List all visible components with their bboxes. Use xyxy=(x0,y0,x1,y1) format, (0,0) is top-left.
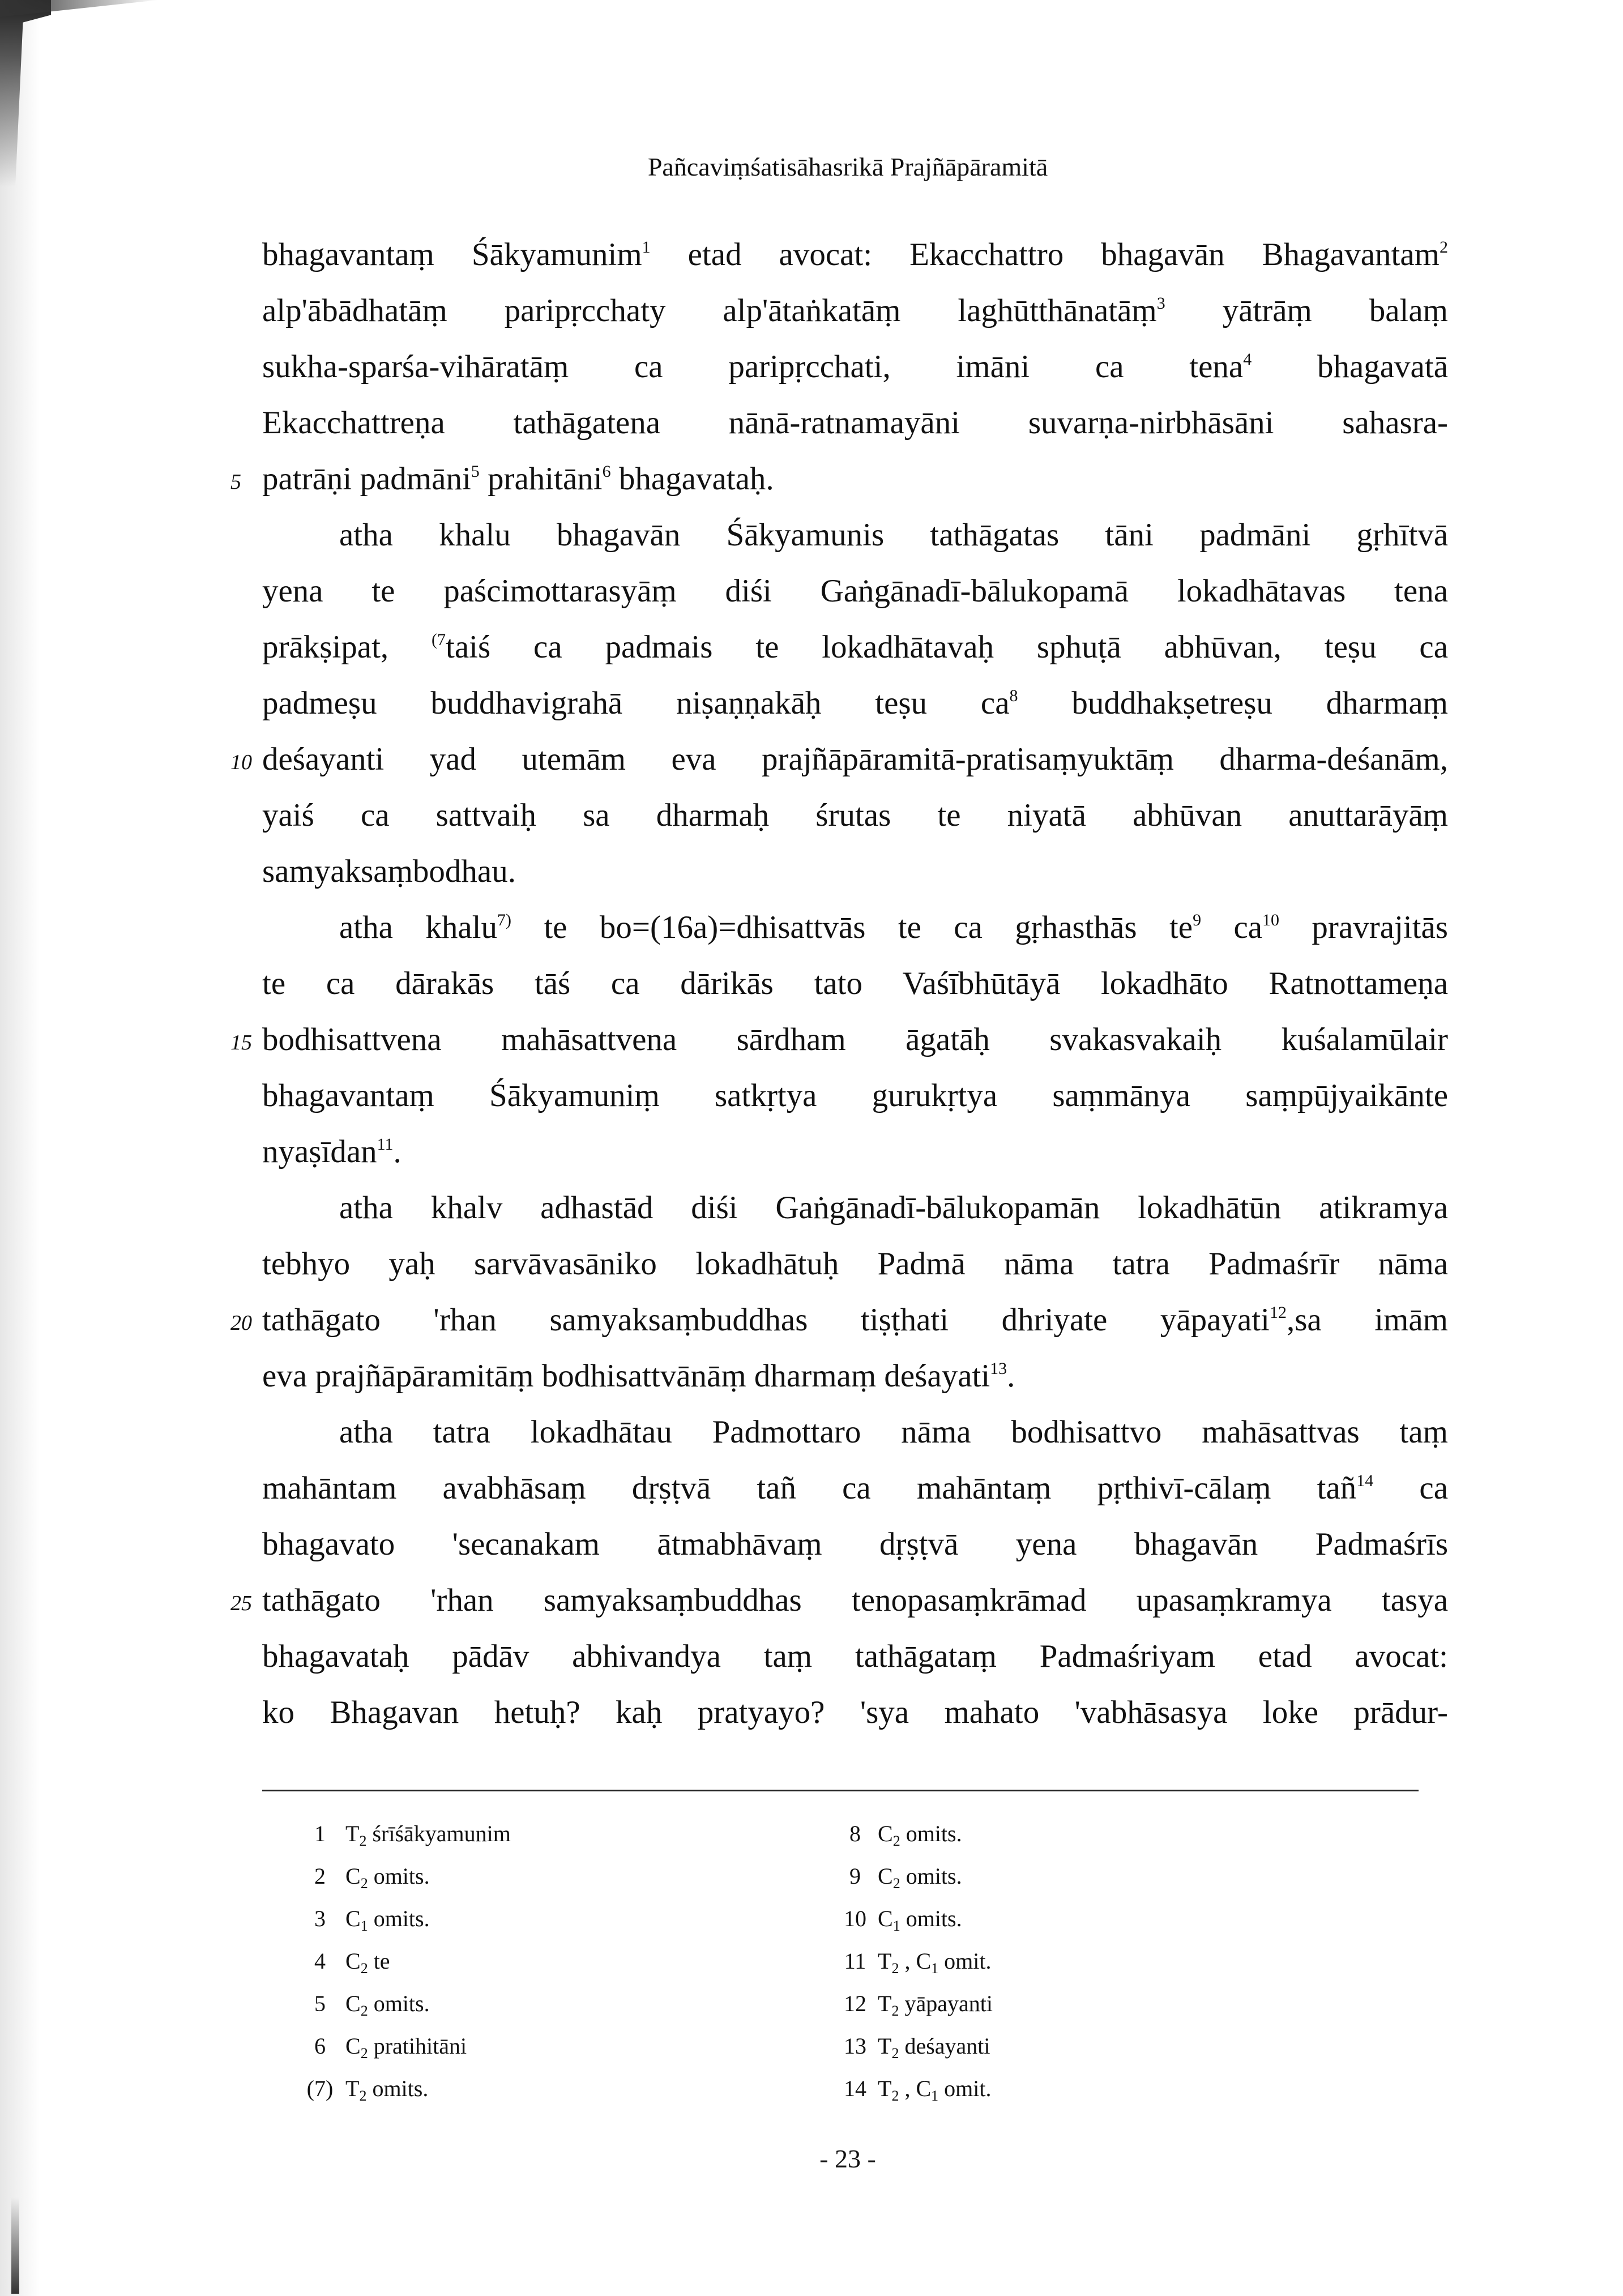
line-text xyxy=(262,1695,1448,1730)
manuscript-siglum: T xyxy=(345,1821,360,1846)
text-segment: Ekacchattreṇa tathāgatena nānā-ratnamayāni suvarṇa-nirbhāsāni sahasra- xyxy=(262,405,1448,441)
footnote-reading: omits. xyxy=(900,1863,962,1889)
text-segment: prahitāni xyxy=(479,461,603,497)
line-text xyxy=(339,910,1448,945)
text-segment: ca xyxy=(1201,910,1263,945)
manuscript-siglum: C xyxy=(878,1821,893,1846)
footnote-text xyxy=(878,1855,962,1897)
manuscript-subscript: 2 xyxy=(891,1960,899,1977)
line-text xyxy=(262,349,1448,385)
manuscript-subscript: 2 xyxy=(360,1960,368,1977)
footnote-ref: 4 xyxy=(1243,350,1252,369)
manuscript-siglum: C xyxy=(345,1991,361,2016)
manuscript-subscript: 2 xyxy=(892,1833,900,1849)
text-segment: alp'ābādhatāṃ paripṛcchaty alp'ātaṅkatāṃ laghūtthānatāṃ xyxy=(262,293,1157,328)
footnote-reading: deśayanti xyxy=(899,2033,990,2059)
footnotes-right-column xyxy=(832,1812,993,2110)
text-segment: bhagavato 'secanakam ātmabhāvaṃ dṛṣṭvā yena bhagavān Padmaśrīs xyxy=(262,1526,1448,1562)
text-segment: atha khalv adhastād diśi Gaṅgānadī-bālukopamān lokadhātūn atikramya xyxy=(339,1190,1448,1226)
text-segment: . xyxy=(1007,1358,1015,1394)
footnote-reading: omits. xyxy=(368,1906,430,1931)
footnote-number: 4 xyxy=(314,1948,326,1974)
line-text xyxy=(262,741,1448,777)
line-number: 20 xyxy=(230,1311,252,1335)
manuscript-siglum: T xyxy=(878,1991,892,2016)
footnote-ref: 3 xyxy=(1156,294,1165,313)
text-line xyxy=(262,1628,1448,1684)
manuscript-subscript: 1 xyxy=(892,1918,900,1934)
footnote-ref: 13 xyxy=(990,1359,1007,1378)
footnote-number: 9 xyxy=(849,1863,861,1889)
footnote-number: 3 xyxy=(314,1906,326,1931)
footnote-reading: te xyxy=(368,1948,390,1974)
footnote-ref: (7 xyxy=(432,630,446,649)
footnotes-left-column xyxy=(294,1812,511,2110)
manuscript-subscript: 1 xyxy=(360,1918,368,1934)
footnote-number: 8 xyxy=(849,1821,861,1846)
footnote-ref: 6 xyxy=(602,462,611,481)
text-line xyxy=(262,787,1448,843)
line-number: 5 xyxy=(230,470,241,494)
manuscript-siglum: C xyxy=(345,1863,361,1889)
text-line xyxy=(230,451,1448,507)
running-head: Pañcaviṃśatisāhasrikā Prajñāpāramitā xyxy=(647,152,1048,181)
line-text xyxy=(262,237,1448,272)
line-text xyxy=(262,797,1448,833)
footnote-ref: 9 xyxy=(1193,911,1202,929)
text-segment: atha khalu bhagavān Śākyamunis tathāgatas tāni padmāni gṛhītvā xyxy=(339,517,1448,553)
text-line xyxy=(262,395,1448,451)
line-text xyxy=(339,1190,1448,1226)
text-segment: samyaksaṃbodhau. xyxy=(262,853,516,889)
footnote-number: (7) xyxy=(306,2076,334,2101)
text-line xyxy=(262,1460,1448,1516)
text-segment: deśayanti yad utemām eva prajñāpāramitā-pratisaṃyuktāṃ dharma-deśanām, xyxy=(262,741,1448,777)
text-segment: mahāntam avabhāsaṃ dṛṣṭvā tañ ca mahāntaṃ pṛthivī-cālaṃ tañ xyxy=(262,1470,1357,1506)
manuscript-siglum: C xyxy=(878,1863,893,1889)
manuscript-subscript: 2 xyxy=(359,2088,367,2104)
footnote xyxy=(294,1855,511,1897)
line-number: 15 xyxy=(230,1031,252,1055)
footnote-ref: 14 xyxy=(1356,1471,1374,1490)
text-line xyxy=(262,1124,1448,1180)
line-text xyxy=(262,573,1448,609)
footnote-text xyxy=(345,1855,430,1897)
text-line xyxy=(262,1068,1448,1124)
footnote xyxy=(294,1982,511,2025)
text-segment: tebhyo yaḥ sarvāvasāniko lokadhātuḥ Padmā nāma tatra Padmaśrīr nāma xyxy=(262,1246,1448,1282)
footnote-text xyxy=(345,1982,430,2025)
footnote xyxy=(294,1812,511,1855)
main-text xyxy=(230,227,1449,1740)
text-line xyxy=(262,619,1448,675)
page-number: - 23 - xyxy=(819,2144,876,2173)
manuscript-siglum: T xyxy=(878,1948,892,1974)
footnote-number: 6 xyxy=(314,2033,326,2059)
line-text xyxy=(262,1358,1015,1394)
text-line xyxy=(262,899,1448,955)
footnote-ref: 7) xyxy=(497,911,511,929)
text-line xyxy=(262,843,1448,899)
line-text xyxy=(262,853,516,889)
footnote-reading: omits. xyxy=(368,1863,430,1889)
footnote-reading: pratihitāni xyxy=(368,2033,467,2059)
text-segment: yena te paścimottarasyāṃ diśi Gaṅgānadī-bālukopamā lokadhātavas tena xyxy=(262,573,1448,609)
text-line xyxy=(262,227,1448,283)
manuscript-siglum: C xyxy=(345,1906,361,1931)
line-text xyxy=(262,461,774,497)
manuscript-subscript: 2 xyxy=(360,1875,368,1892)
scan-bottom-mark xyxy=(11,2197,19,2294)
text-segment: ,sa imām xyxy=(1286,1302,1448,1338)
footnote xyxy=(832,1812,993,1855)
line-text xyxy=(339,517,1448,553)
text-segment: buddhakṣetreṣu dharmaṃ xyxy=(1018,685,1448,721)
footnote-text xyxy=(878,1982,993,2025)
footnote-reading: omits. xyxy=(366,2076,429,2101)
line-text xyxy=(262,1302,1448,1338)
footnote xyxy=(832,1982,993,2025)
footnote-ref: 10 xyxy=(1262,911,1280,929)
footnote-number: 5 xyxy=(314,1991,326,2016)
footnote-ref: 8 xyxy=(1009,686,1018,705)
line-text xyxy=(262,1246,1448,1282)
text-segment: taiś ca padmais te lokadhātavaḥ sphuṭā abhūvan, teṣu ca xyxy=(446,629,1449,665)
text-segment: atha khalu xyxy=(339,910,497,945)
line-text xyxy=(262,405,1448,441)
footnote-reading: omits. xyxy=(900,1906,962,1931)
footnote-text xyxy=(345,1897,430,1940)
text-line xyxy=(230,731,1448,787)
line-text xyxy=(262,629,1448,665)
footnote-text xyxy=(878,1812,962,1855)
footnote-rule xyxy=(262,1790,1419,1791)
text-segment: ca xyxy=(1373,1470,1448,1506)
footnote-number: 12 xyxy=(844,1991,866,2016)
text-segment: bhagavantaṃ Śākyamunim xyxy=(262,237,642,272)
text-line xyxy=(262,1684,1448,1740)
footnote-ref: 5 xyxy=(471,462,480,481)
text-segment: etad avocat: Ekacchattro bhagavān Bhagavantam xyxy=(650,237,1440,272)
text-line xyxy=(262,675,1448,731)
line-text xyxy=(262,1078,1448,1113)
line-text xyxy=(262,685,1448,721)
footnote-number: 1 xyxy=(314,1821,326,1846)
footnote xyxy=(294,1940,511,1982)
text-line xyxy=(262,1180,1448,1236)
line-text xyxy=(262,1526,1448,1562)
footnote xyxy=(832,1940,993,1982)
scan-edge-shadow xyxy=(0,0,40,2296)
text-segment: eva prajñāpāramitāṃ bodhisattvānāṃ dharmaṃ deśayati xyxy=(262,1358,990,1394)
footnote xyxy=(294,1897,511,1940)
text-segment: nyaṣīdan xyxy=(262,1134,377,1170)
line-text xyxy=(262,1582,1448,1618)
footnote-number: 2 xyxy=(314,1863,326,1889)
manuscript-siglum: C xyxy=(345,1948,361,1974)
footnote-text xyxy=(878,1897,962,1940)
text-segment: bhagavataḥ. xyxy=(610,461,774,497)
manuscript-siglum: T xyxy=(878,2076,892,2101)
text-segment: pravrajitās xyxy=(1279,910,1448,945)
footnote-text xyxy=(878,1940,991,1982)
footnote-text xyxy=(345,1812,511,1855)
text-segment: te ca dārakās tāś ca dārikās tato Vaśībhūtāyā lokadhāto Ratnottameṇa xyxy=(262,966,1448,1001)
text-segment: yaiś ca sattvaiḥ sa dharmaḥ śrutas te niyatā abhūvan anuttarāyāṃ xyxy=(262,797,1448,833)
text-line xyxy=(262,1236,1448,1292)
text-segment: prākṣipat, xyxy=(262,629,432,665)
text-line xyxy=(262,507,1448,563)
line-text xyxy=(262,1470,1448,1506)
footnote-ref: 12 xyxy=(1269,1303,1287,1322)
text-line xyxy=(262,1348,1448,1404)
text-segment: patrāṇi padmāni xyxy=(262,461,471,497)
footnote-reading: śrīśākyamunim xyxy=(366,1821,511,1846)
text-line xyxy=(230,1572,1448,1628)
footnote xyxy=(832,2067,993,2110)
text-segment: bhagavataḥ pādāv abhivandya taṃ tathāgataṃ Padmaśriyam etad avocat: xyxy=(262,1638,1448,1674)
text-segment: . xyxy=(393,1134,402,1170)
text-segment: te bo=(16a)=dhisattvās te ca gṛhasthās te xyxy=(511,910,1193,945)
text-line xyxy=(262,955,1448,1012)
text-segment: bhagavatā xyxy=(1252,349,1448,385)
footnote-text xyxy=(878,2025,990,2067)
line-text xyxy=(262,966,1448,1001)
manuscript-subscript: 2 xyxy=(891,2003,899,2019)
footnote xyxy=(294,2067,511,2110)
footnote-ref: 11 xyxy=(377,1135,394,1154)
manuscript-subscript: 2 xyxy=(891,2045,899,2062)
text-line xyxy=(262,339,1448,395)
manuscript-subscript: 2 xyxy=(360,2045,368,2062)
text-line xyxy=(230,1012,1448,1068)
footnote-text xyxy=(878,2067,991,2110)
footnote-ref: 2 xyxy=(1440,238,1448,257)
manuscript-subscript: 2 xyxy=(892,1875,900,1892)
text-segment: sukha-sparśa-vihāratāṃ ca paripṛcchati, imāni ca tena xyxy=(262,349,1244,385)
text-segment: ko Bhagavan hetuḥ? kaḥ pratyayo? 'sya mahato 'vabhāsasya loke prādur- xyxy=(262,1695,1448,1730)
text-segment: padmeṣu buddhavigrahā niṣaṇṇakāḥ teṣu ca xyxy=(262,685,1010,721)
text-segment: bodhisattvena mahāsattvena sārdham āgatāḥ svakasvakaiḥ kuśalamūlair xyxy=(262,1022,1448,1057)
line-text xyxy=(262,1022,1448,1057)
footnote-reading: , C xyxy=(899,1948,932,1974)
manuscript-siglum: C xyxy=(345,2033,361,2059)
line-text xyxy=(339,1414,1448,1450)
footnote xyxy=(832,1897,993,1940)
manuscript-subscript: 2 xyxy=(891,2088,899,2104)
text-line xyxy=(262,283,1448,339)
manuscript-subscript: 2 xyxy=(359,1833,367,1849)
line-number: 25 xyxy=(230,1591,252,1615)
footnote xyxy=(294,2025,511,2067)
text-line xyxy=(230,1292,1448,1348)
footnote-reading: omit. xyxy=(938,2076,992,2101)
text-segment: tathāgato 'rhan samyaksaṃbuddhas tenopasaṃkrāmad upasaṃkramya tasya xyxy=(262,1582,1448,1618)
text-segment: yātrāṃ balaṃ xyxy=(1165,293,1448,328)
footnote-number: 13 xyxy=(844,2033,866,2059)
footnote-ref: 1 xyxy=(642,238,651,257)
manuscript-siglum: T xyxy=(345,2076,360,2101)
line-number: 10 xyxy=(230,750,252,774)
footnote-reading: omit. xyxy=(938,1948,992,1974)
text-line xyxy=(262,1404,1448,1460)
manuscript-subscript: 2 xyxy=(360,2003,368,2019)
manuscript-subscript: 1 xyxy=(931,1960,939,1977)
footnote-number: 11 xyxy=(844,1948,866,1974)
text-line xyxy=(262,1516,1448,1572)
line-text xyxy=(262,1638,1448,1674)
footnote-text xyxy=(345,2025,467,2067)
text-line xyxy=(262,563,1448,619)
manuscript-siglum: T xyxy=(878,2033,892,2059)
scan-corner-mark-top xyxy=(0,0,159,17)
footnote xyxy=(832,2025,993,2067)
footnote-text xyxy=(345,2067,428,2110)
footnote-number: 14 xyxy=(844,2076,866,2101)
footnote xyxy=(832,1855,993,1897)
footnote-reading: , C xyxy=(899,2076,932,2101)
footnote-number: 10 xyxy=(844,1906,866,1931)
text-segment: atha tatra lokadhātau Padmottaro nāma bodhisattvo mahāsattvas taṃ xyxy=(339,1414,1448,1450)
manuscript-subscript: 1 xyxy=(931,2088,939,2104)
footnote-reading: omits. xyxy=(368,1991,430,2016)
footnote-text xyxy=(345,1940,390,1982)
text-segment: bhagavantaṃ Śākyamuniṃ satkṛtya gurukṛtya saṃmānya saṃpūjyaikānte xyxy=(262,1078,1448,1113)
manuscript-siglum: C xyxy=(878,1906,893,1931)
footnote-reading: yāpayanti xyxy=(899,1991,993,2016)
line-text xyxy=(262,293,1448,328)
line-text xyxy=(262,1134,402,1170)
text-segment: tathāgato 'rhan samyaksaṃbuddhas tiṣṭhati dhriyate yāpayati xyxy=(262,1302,1270,1338)
footnote-reading: omits. xyxy=(900,1821,962,1846)
